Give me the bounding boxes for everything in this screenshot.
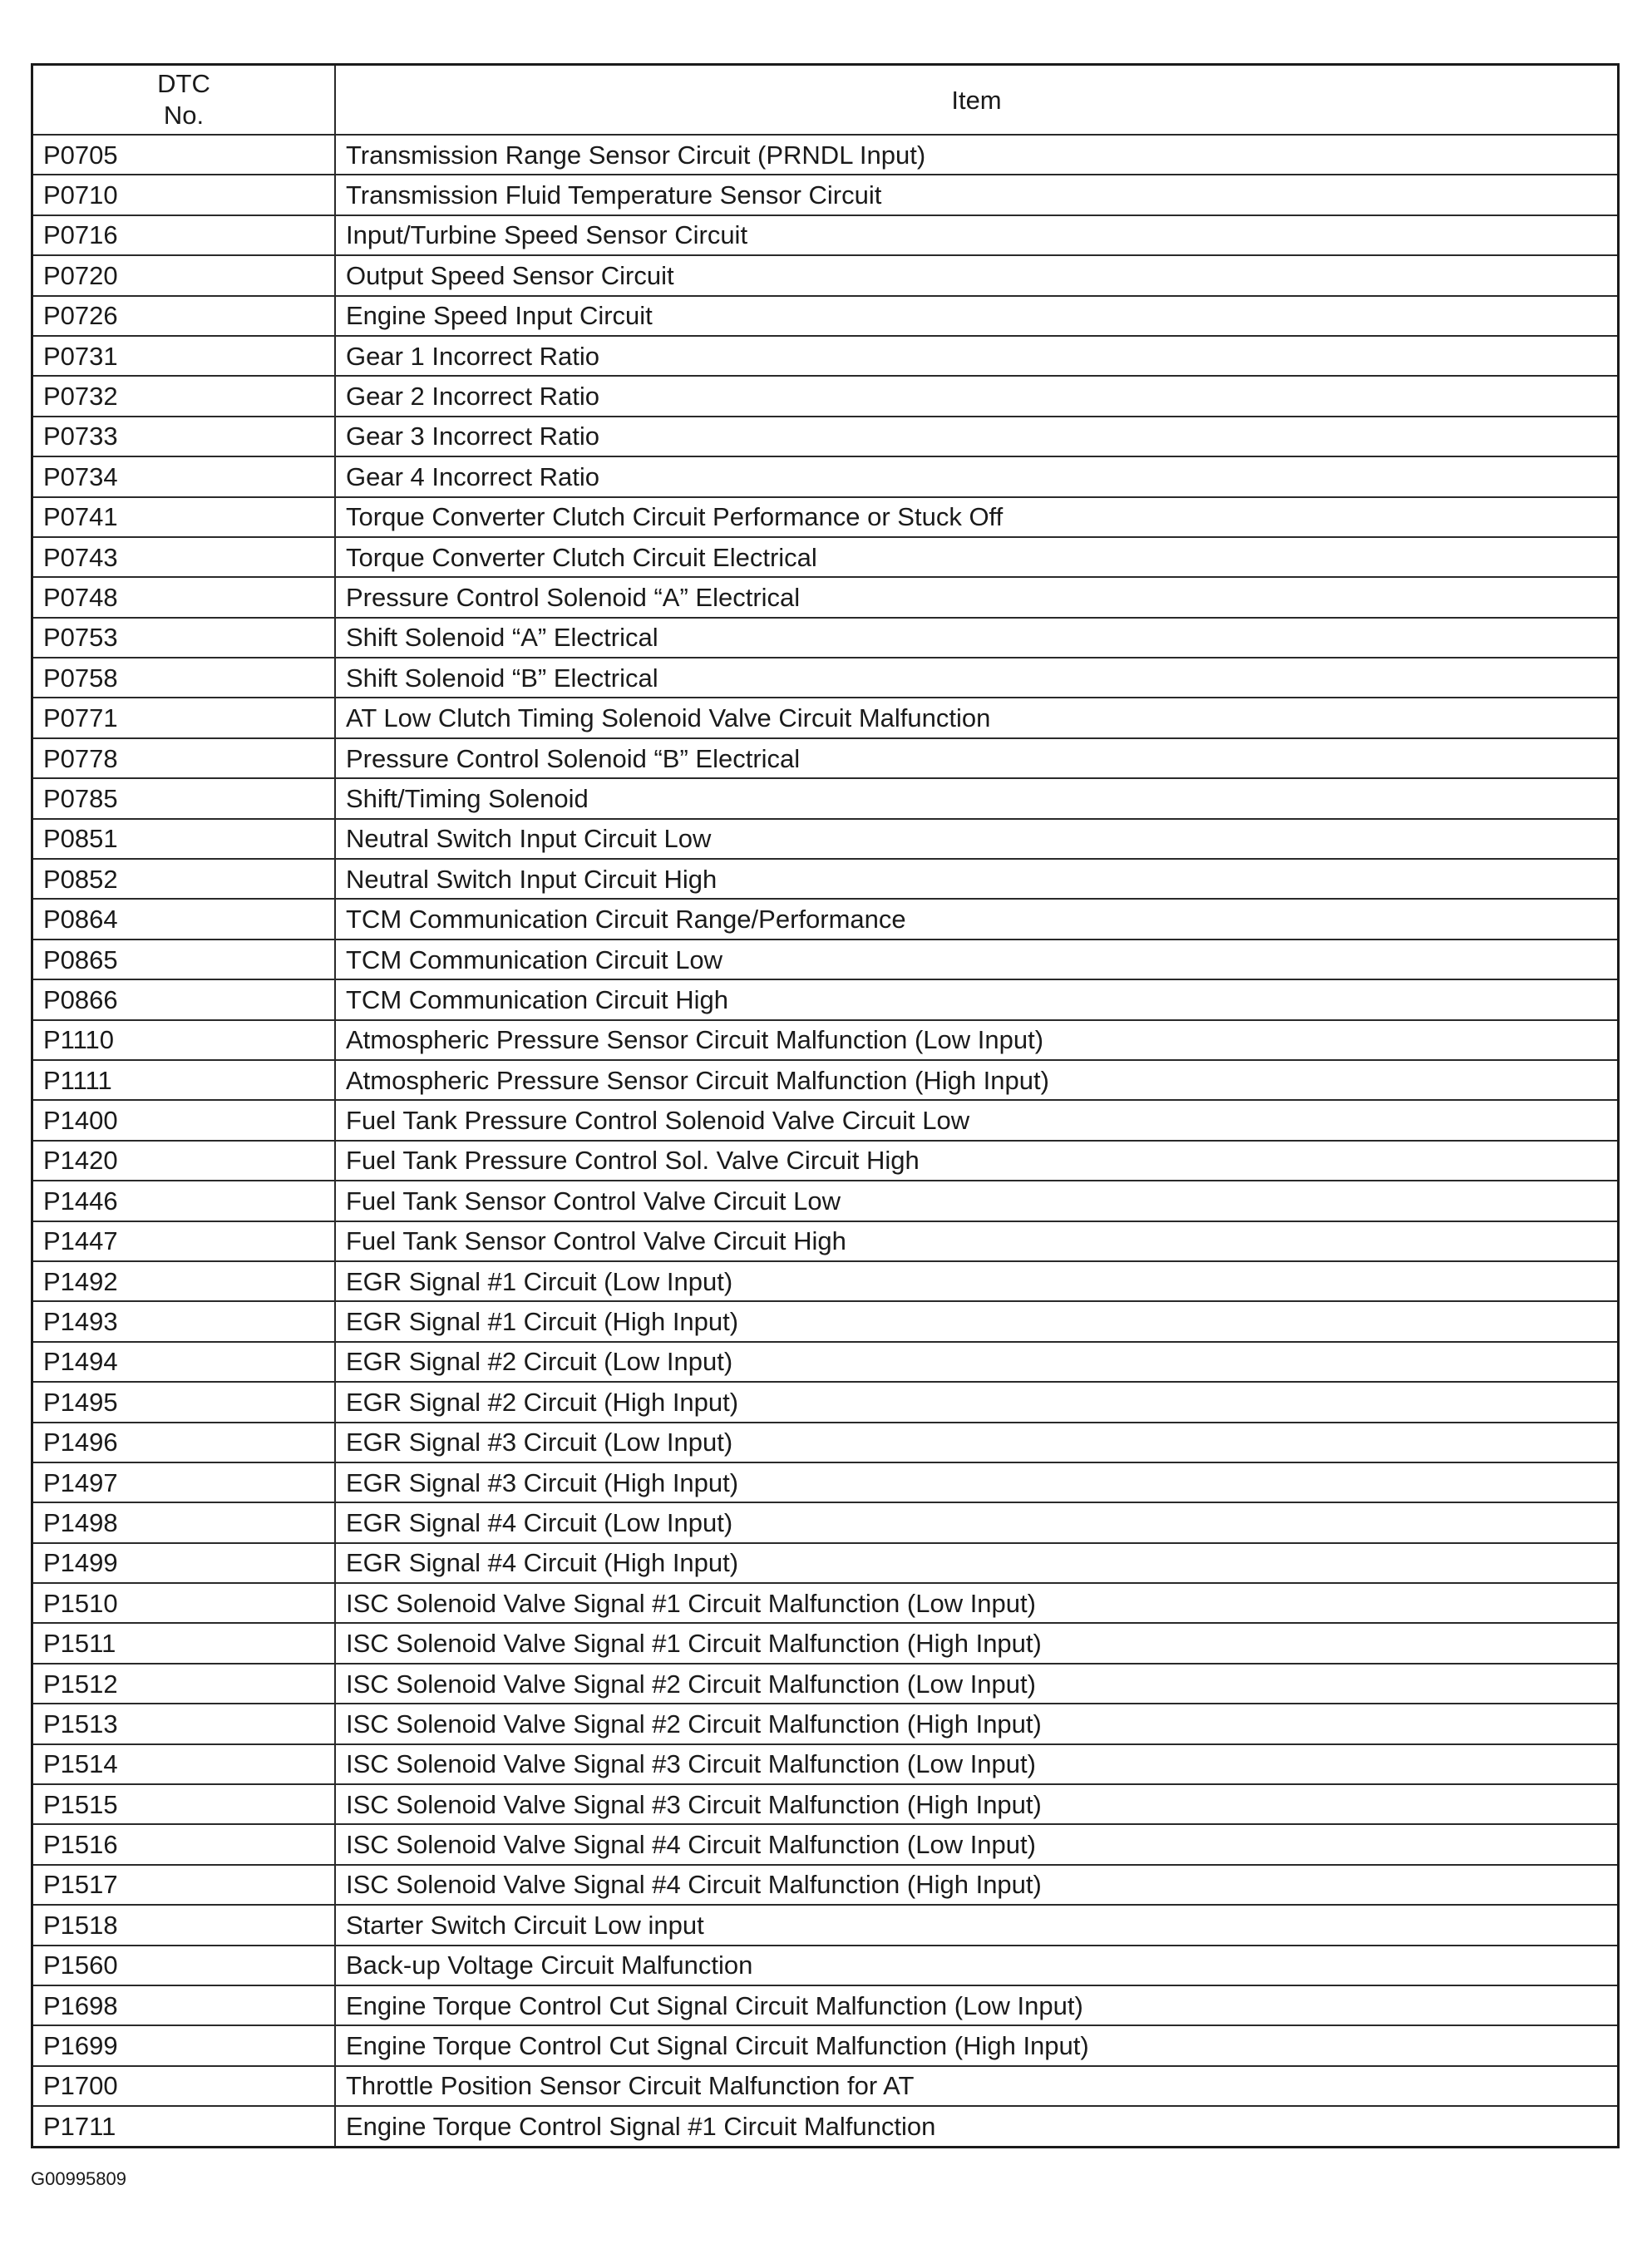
dtc-code-cell: P1517 xyxy=(32,1865,336,1905)
table-body xyxy=(32,135,1619,2147)
table-row xyxy=(32,255,1619,295)
table-row xyxy=(32,1865,1619,1905)
table-row xyxy=(32,537,1619,577)
table-row xyxy=(32,1423,1619,1462)
table-row xyxy=(32,175,1619,215)
table-row xyxy=(32,1382,1619,1422)
dtc-code-cell: P0705 xyxy=(32,135,336,175)
dtc-item-cell: EGR Signal #1 Circuit (High Input) xyxy=(335,1301,1619,1341)
dtc-item-cell: Engine Torque Control Signal #1 Circuit Malfunction xyxy=(335,2106,1619,2147)
dtc-item-cell: ISC Solenoid Valve Signal #4 Circuit Malfunction (Low Input) xyxy=(335,1824,1619,1864)
dtc-item-cell: EGR Signal #4 Circuit (Low Input) xyxy=(335,1502,1619,1542)
dtc-code-cell: P1512 xyxy=(32,1664,336,1704)
dtc-item-cell: EGR Signal #2 Circuit (Low Input) xyxy=(335,1342,1619,1382)
dtc-item-cell: EGR Signal #3 Circuit (High Input) xyxy=(335,1462,1619,1502)
dtc-item-cell: AT Low Clutch Timing Solenoid Valve Circuit Malfunction xyxy=(335,698,1619,737)
table-row xyxy=(32,215,1619,255)
dtc-item-cell: ISC Solenoid Valve Signal #1 Circuit Malfunction (Low Input) xyxy=(335,1583,1619,1623)
dtc-item-cell: Output Speed Sensor Circuit xyxy=(335,255,1619,295)
dtc-code-cell: P1510 xyxy=(32,1583,336,1623)
table-row xyxy=(32,1664,1619,1704)
dtc-table xyxy=(31,63,1620,2148)
dtc-code-cell: P0741 xyxy=(32,497,336,537)
dtc-code-cell: P1515 xyxy=(32,1784,336,1824)
dtc-code-cell: P0734 xyxy=(32,456,336,496)
dtc-item-cell: Gear 4 Incorrect Ratio xyxy=(335,456,1619,496)
dtc-code-cell: P1447 xyxy=(32,1221,336,1261)
dtc-item-cell: Fuel Tank Pressure Control Sol. Valve Circuit High xyxy=(335,1141,1619,1181)
dtc-item-cell: Pressure Control Solenoid “A” Electrical xyxy=(335,577,1619,617)
dtc-code-cell: P1495 xyxy=(32,1382,336,1422)
dtc-code-cell: P0865 xyxy=(32,940,336,979)
dtc-code-cell: P1400 xyxy=(32,1100,336,1140)
dtc-item-cell: Starter Switch Circuit Low input xyxy=(335,1905,1619,1945)
dtc-code-cell: P1499 xyxy=(32,1543,336,1583)
figure-id: G00995809 xyxy=(31,2168,126,2189)
dtc-item-cell: ISC Solenoid Valve Signal #2 Circuit Malfunction (High Input) xyxy=(335,1704,1619,1743)
table-row xyxy=(32,456,1619,496)
dtc-code-cell: P1700 xyxy=(32,2066,336,2106)
dtc-code-cell: P1560 xyxy=(32,1946,336,1985)
dtc-code-cell: P0720 xyxy=(32,255,336,295)
table-row xyxy=(32,1704,1619,1743)
column-header-dtc-no xyxy=(32,65,336,136)
dtc-code-cell: P1494 xyxy=(32,1342,336,1382)
dtc-code-cell: P0753 xyxy=(32,618,336,658)
table-row xyxy=(32,899,1619,939)
dtc-item-cell: Throttle Position Sensor Circuit Malfunction for AT xyxy=(335,2066,1619,2106)
dtc-item-cell: Fuel Tank Sensor Control Valve Circuit High xyxy=(335,1221,1619,1261)
table-row xyxy=(32,778,1619,818)
table-row xyxy=(32,1141,1619,1181)
table-row xyxy=(32,336,1619,376)
dtc-item-cell: Gear 2 Incorrect Ratio xyxy=(335,376,1619,416)
table-row xyxy=(32,1020,1619,1060)
dtc-code-cell: P0785 xyxy=(32,778,336,818)
dtc-item-cell: EGR Signal #1 Circuit (Low Input) xyxy=(335,1261,1619,1301)
dtc-code-cell: P1513 xyxy=(32,1704,336,1743)
dtc-code-cell: P1446 xyxy=(32,1181,336,1221)
dtc-code-cell: P1492 xyxy=(32,1261,336,1301)
dtc-item-cell: Shift Solenoid “B” Electrical xyxy=(335,658,1619,698)
dtc-code-cell: P0778 xyxy=(32,738,336,778)
dtc-code-cell: P0726 xyxy=(32,296,336,336)
table-row xyxy=(32,2025,1619,2065)
table-row xyxy=(32,1824,1619,1864)
table-row xyxy=(32,1301,1619,1341)
dtc-item-cell: ISC Solenoid Valve Signal #2 Circuit Malfunction (Low Input) xyxy=(335,1664,1619,1704)
dtc-code-cell: P1420 xyxy=(32,1141,336,1181)
dtc-code-cell: P0864 xyxy=(32,899,336,939)
dtc-code-cell: P0851 xyxy=(32,819,336,859)
table-row xyxy=(32,1905,1619,1945)
dtc-code-cell: P1516 xyxy=(32,1824,336,1864)
dtc-item-cell: Engine Speed Input Circuit xyxy=(335,296,1619,336)
table-row xyxy=(32,497,1619,537)
dtc-item-cell: Torque Converter Clutch Circuit Electrical xyxy=(335,537,1619,577)
dtc-code-cell: P1698 xyxy=(32,1985,336,2025)
table-row xyxy=(32,1623,1619,1663)
dtc-item-cell: ISC Solenoid Valve Signal #4 Circuit Malfunction (High Input) xyxy=(335,1865,1619,1905)
dtc-item-cell: Transmission Fluid Temperature Sensor Circuit xyxy=(335,175,1619,215)
dtc-code-cell: P1711 xyxy=(32,2106,336,2147)
table-row xyxy=(32,618,1619,658)
table-row xyxy=(32,2106,1619,2147)
dtc-code-cell: P1511 xyxy=(32,1623,336,1663)
dtc-item-cell: Torque Converter Clutch Circuit Performance or Stuck Off xyxy=(335,497,1619,537)
dtc-item-cell: Neutral Switch Input Circuit Low xyxy=(335,819,1619,859)
dtc-item-cell: Engine Torque Control Cut Signal Circuit Malfunction (Low Input) xyxy=(335,1985,1619,2025)
dtc-code-cell: P1111 xyxy=(32,1060,336,1100)
dtc-item-cell: Transmission Range Sensor Circuit (PRNDL Input) xyxy=(335,135,1619,175)
dtc-code-cell: P0710 xyxy=(32,175,336,215)
table-row xyxy=(32,1462,1619,1502)
table-row xyxy=(32,1060,1619,1100)
table-row xyxy=(32,658,1619,698)
dtc-code-cell: P0771 xyxy=(32,698,336,737)
column-header-dtc-line2: No. xyxy=(163,101,205,130)
table-row xyxy=(32,376,1619,416)
dtc-item-cell: Back-up Voltage Circuit Malfunction xyxy=(335,1946,1619,1985)
table-row xyxy=(32,738,1619,778)
dtc-item-cell: Gear 3 Incorrect Ratio xyxy=(335,417,1619,456)
table-row xyxy=(32,859,1619,899)
dtc-item-cell: EGR Signal #3 Circuit (Low Input) xyxy=(335,1423,1619,1462)
dtc-item-cell: Atmospheric Pressure Sensor Circuit Malfunction (Low Input) xyxy=(335,1020,1619,1060)
table-row xyxy=(32,1502,1619,1542)
table-row xyxy=(32,698,1619,737)
dtc-item-cell: Engine Torque Control Cut Signal Circuit Malfunction (High Input) xyxy=(335,2025,1619,2065)
dtc-item-cell: ISC Solenoid Valve Signal #1 Circuit Malfunction (High Input) xyxy=(335,1623,1619,1663)
dtc-code-cell: P0743 xyxy=(32,537,336,577)
dtc-item-cell: Pressure Control Solenoid “B” Electrical xyxy=(335,738,1619,778)
dtc-item-cell: EGR Signal #2 Circuit (High Input) xyxy=(335,1382,1619,1422)
dtc-code-cell: P1498 xyxy=(32,1502,336,1542)
table-row xyxy=(32,1946,1619,1985)
dtc-item-cell: Fuel Tank Pressure Control Solenoid Valve Circuit Low xyxy=(335,1100,1619,1140)
table-row xyxy=(32,1261,1619,1301)
table-row xyxy=(32,2066,1619,2106)
dtc-item-cell: Shift/Timing Solenoid xyxy=(335,778,1619,818)
dtc-code-cell: P0748 xyxy=(32,577,336,617)
dtc-item-cell: Neutral Switch Input Circuit High xyxy=(335,859,1619,899)
dtc-code-cell: P0716 xyxy=(32,215,336,255)
header-row xyxy=(32,65,1619,136)
table-row xyxy=(32,979,1619,1019)
column-header-dtc-line1: DTC xyxy=(157,69,210,98)
dtc-code-cell: P1493 xyxy=(32,1301,336,1341)
table-row xyxy=(32,1744,1619,1784)
table-header xyxy=(32,65,1619,136)
dtc-code-cell: P0852 xyxy=(32,859,336,899)
table-row xyxy=(32,1583,1619,1623)
dtc-code-cell: P1110 xyxy=(32,1020,336,1060)
dtc-item-cell: TCM Communication Circuit High xyxy=(335,979,1619,1019)
table-row xyxy=(32,1100,1619,1140)
dtc-code-cell: P0731 xyxy=(32,336,336,376)
dtc-code-cell: P1518 xyxy=(32,1905,336,1945)
table-row xyxy=(32,1543,1619,1583)
dtc-code-cell: P1496 xyxy=(32,1423,336,1462)
dtc-code-cell: P0866 xyxy=(32,979,336,1019)
dtc-item-cell: ISC Solenoid Valve Signal #3 Circuit Malfunction (Low Input) xyxy=(335,1744,1619,1784)
table-row xyxy=(32,1181,1619,1221)
table-row xyxy=(32,1784,1619,1824)
dtc-item-cell: Atmospheric Pressure Sensor Circuit Malfunction (High Input) xyxy=(335,1060,1619,1100)
dtc-code-cell: P1699 xyxy=(32,2025,336,2065)
dtc-item-cell: TCM Communication Circuit Range/Performance xyxy=(335,899,1619,939)
dtc-item-cell: ISC Solenoid Valve Signal #3 Circuit Malfunction (High Input) xyxy=(335,1784,1619,1824)
dtc-code-cell: P1514 xyxy=(32,1744,336,1784)
table-row xyxy=(32,135,1619,175)
table-row xyxy=(32,417,1619,456)
dtc-item-cell: TCM Communication Circuit Low xyxy=(335,940,1619,979)
table-row xyxy=(32,296,1619,336)
table-row xyxy=(32,577,1619,617)
column-header-item: Item xyxy=(335,65,1619,136)
dtc-code-cell: P0733 xyxy=(32,417,336,456)
dtc-item-cell: Input/Turbine Speed Sensor Circuit xyxy=(335,215,1619,255)
dtc-code-cell: P0758 xyxy=(32,658,336,698)
dtc-code-cell: P1497 xyxy=(32,1462,336,1502)
dtc-item-cell: Shift Solenoid “A” Electrical xyxy=(335,618,1619,658)
dtc-item-cell: EGR Signal #4 Circuit (High Input) xyxy=(335,1543,1619,1583)
table-row xyxy=(32,819,1619,859)
table-row xyxy=(32,940,1619,979)
dtc-item-cell: Fuel Tank Sensor Control Valve Circuit Low xyxy=(335,1181,1619,1221)
table-row xyxy=(32,1342,1619,1382)
table-row xyxy=(32,1985,1619,2025)
dtc-item-cell: Gear 1 Incorrect Ratio xyxy=(335,336,1619,376)
dtc-code-cell: P0732 xyxy=(32,376,336,416)
table-row xyxy=(32,1221,1619,1261)
